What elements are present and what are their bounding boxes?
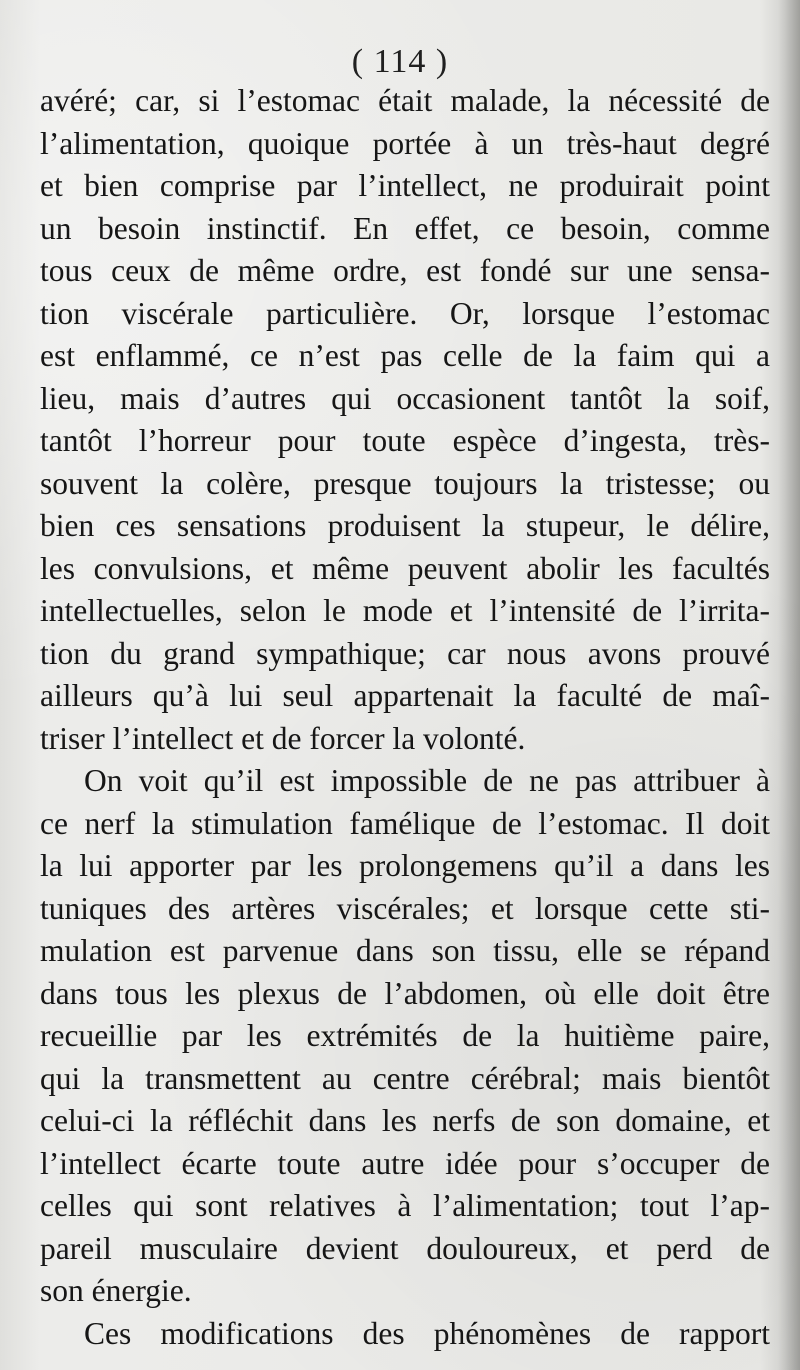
page-edge-shadow bbox=[778, 0, 800, 1370]
body-text bbox=[40, 80, 770, 1355]
text-line: les convulsions, et même peuvent abolir les facultés bbox=[40, 550, 770, 586]
text-line: triser l’intellect et de forcer la volonté. bbox=[40, 720, 526, 756]
text-line: tantôt l’horreur pour toute espèce d’ingesta, très- bbox=[40, 423, 770, 458]
text-line: celles qui sont relatives à l’alimentation; tout l’ap- bbox=[40, 1188, 770, 1223]
paragraph-start-line: Ces modifications des phénomènes de rapport bbox=[84, 1315, 770, 1351]
text-line: dans tous les plexus de l’abdomen, où elle doit être bbox=[40, 975, 770, 1011]
text-line: tuniques des artères viscérales; et lorsque cette sti- bbox=[40, 890, 770, 926]
page-number: ( 114 ) bbox=[351, 43, 449, 80]
text-line: tous ceux de même ordre, est fondé sur une sensa- bbox=[40, 253, 770, 288]
text-line: avéré; car, si l’estomac était malade, la nécessité de bbox=[40, 83, 770, 118]
text-line: bien ces sensations produisent la stupeur, le délire, bbox=[40, 508, 770, 543]
text-line: un besoin instinctif. En effet, ce besoin, comme bbox=[40, 210, 770, 246]
text-line: son énergie. bbox=[40, 1273, 192, 1308]
text-line: celui-ci la réfléchit dans les nerfs de son domaine, et bbox=[40, 1103, 770, 1138]
paragraph-start-line: On voit qu’il est impossible de ne pas attribuer à bbox=[84, 763, 770, 798]
text-line: la lui apporter par les prolongemens qu’il a dans les bbox=[40, 848, 770, 883]
text-line: l’alimentation, quoique portée à un très-haut degré bbox=[40, 125, 770, 161]
text-line: qui la transmettent au centre cérébral; mais bientôt bbox=[40, 1060, 770, 1096]
text-line: recueillie par les extrémités de la huitième paire, bbox=[40, 1018, 770, 1053]
text-line: ce nerf la stimulation famélique de l’estomac. Il doit bbox=[40, 805, 770, 841]
text-line: intellectuelles, selon le mode et l’intensité de l’irrita- bbox=[40, 593, 770, 628]
text-line: l’intellect écarte toute autre idée pour s’occuper de bbox=[40, 1145, 770, 1181]
text-line: lieu, mais d’autres qui occasionent tantôt la soif, bbox=[40, 380, 770, 416]
text-line: tion du grand sympathique; car nous avons prouvé bbox=[40, 635, 770, 671]
text-line: tion viscérale particulière. Or, lorsque l’estomac bbox=[40, 295, 770, 331]
text-line: pareil musculaire devient douloureux, et perd de bbox=[40, 1230, 770, 1266]
text-line: est enflammé, ce n’est pas celle de la faim qui a bbox=[40, 338, 770, 373]
text-line: et bien comprise par l’intellect, ne produirait point bbox=[40, 168, 770, 203]
text-line: mulation est parvenue dans son tissu, elle se répand bbox=[40, 933, 770, 968]
text-line: ailleurs qu’à lui seul appartenait la faculté de maî- bbox=[40, 678, 770, 713]
text-line: souvent la colère, presque toujours la tristesse; ou bbox=[40, 465, 770, 501]
